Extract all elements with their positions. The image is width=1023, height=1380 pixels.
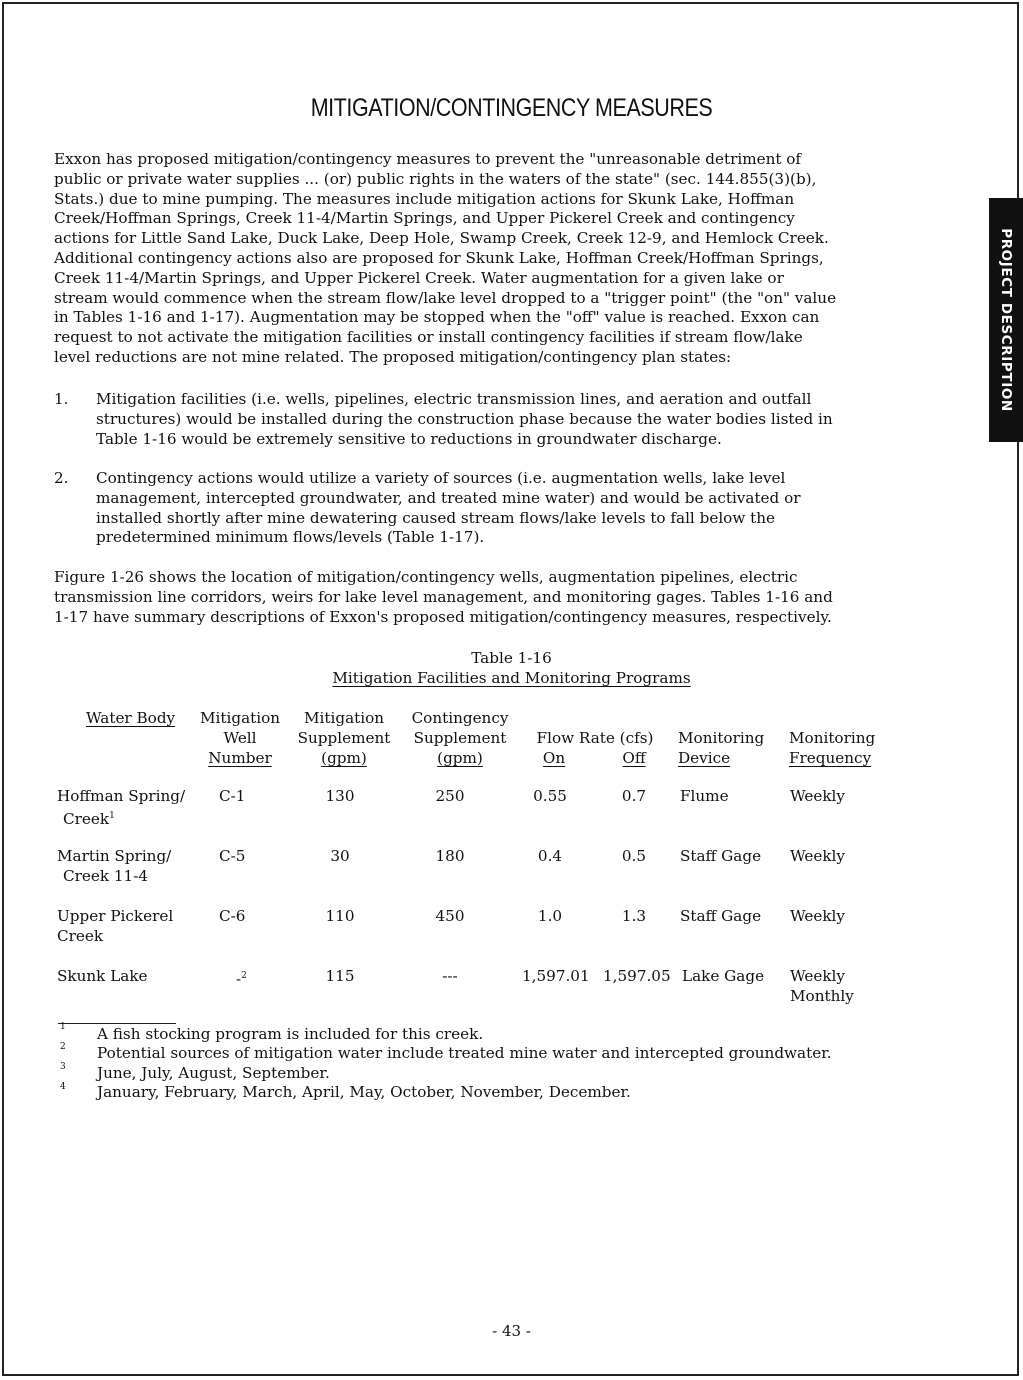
- cell-off: 1,597.05: [603, 967, 671, 985]
- cell-device: Staff Gage: [680, 907, 762, 925]
- cell-mitigation: 130: [325, 787, 355, 805]
- text-line: transmission line corridors, weirs for lake level management, and monitoring gages. Tables 1-16 and: [54, 587, 833, 606]
- table-title: [0, 668, 1023, 688]
- footnote-mark: 4: [60, 1082, 66, 1092]
- text-line: stream would commence when the stream flow/lake level dropped to a "trigger point" (the "on" value: [54, 288, 837, 307]
- header-monitoring-frequency: Monitoring Frequency: [789, 729, 876, 767]
- footnote-ref: 2: [241, 971, 247, 981]
- page-number: - 43 -: [492, 1322, 531, 1340]
- text-line: 1-17 have summary descriptions of Exxon's proposed mitigation/contingency measures, respectively.: [54, 607, 832, 626]
- cell-water-body: Skunk Lake: [57, 967, 148, 985]
- text-line: Additional contingency actions also are proposed for Skunk Lake, Hoffman Creek/Hoffman Springs,: [54, 248, 824, 267]
- footnote-text: Potential sources of mitigation water include treated mine water and intercepted groundwater.: [97, 1044, 832, 1062]
- footnote-ref: 1: [109, 811, 115, 821]
- cell-contingency: ---: [442, 967, 458, 985]
- cell-frequency: Weekly Monthly: [790, 967, 854, 1005]
- cell-on: 1.0: [537, 907, 563, 925]
- cell-on: 1,597.01: [522, 967, 590, 985]
- text-line: request to not activate the mitigation facilities or install contingency facilities if stream flow/lake: [54, 328, 803, 347]
- cell-water-body: Martin Spring/ Creek 11-4: [57, 847, 172, 885]
- header-off: Off: [622, 749, 646, 767]
- header-contingency-supplement: Contingency Supplement (gpm): [411, 709, 509, 767]
- footnote-mark: 2: [60, 1042, 66, 1052]
- text-line: installed shortly after mine dewatering caused stream flows/lake levels to fall below the: [96, 508, 776, 527]
- text-line: in Tables 1-16 and 1-17). Augmentation may be stopped when the "off" value is reached. Exxon can: [54, 308, 820, 327]
- header-flow-rate: Flow Rate (cfs): [536, 729, 654, 747]
- cell-mitigation: 115: [325, 967, 355, 985]
- list-text: [96, 390, 911, 449]
- section-tab: [989, 198, 1023, 442]
- header-well-number: Mitigation Well Number: [199, 709, 281, 767]
- cell-on: 0.55: [533, 787, 567, 805]
- text-line: level reductions are not mine related. The proposed mitigation/contingency plan states:: [54, 347, 732, 366]
- cell-off: 0.5: [621, 847, 647, 865]
- cell-well: -$^2$: [236, 970, 247, 989]
- text-line: structures) would be installed during the construction phase because the water bodies listed in: [96, 409, 833, 428]
- text-line: Creek 11-4/Martin Springs, and Upper Pickerel Creek. Water augmentation for a given lake or: [54, 268, 784, 287]
- text-line: Table 1-16 would be extremely sensitive to reductions in groundwater discharge.: [96, 429, 722, 448]
- cell-contingency: 180: [435, 847, 465, 865]
- cell-contingency: 450: [435, 907, 465, 925]
- header-on: On: [542, 749, 566, 767]
- list-number: 1.: [54, 390, 69, 408]
- cell-off: 1.3: [621, 907, 647, 925]
- footnote-text: June, July, August, September.: [97, 1064, 330, 1082]
- text-line: Stats.) due to mine pumping. The measures include mitigation actions for Skunk Lake, Hoffman: [54, 189, 795, 208]
- list-text: [96, 469, 911, 548]
- cell-off: 0.7: [621, 787, 647, 805]
- cell-mitigation: 110: [325, 907, 355, 925]
- cell-well: C-1: [219, 787, 246, 805]
- cell-device: Lake Gage: [682, 967, 765, 985]
- table-title-text: Mitigation Facilities and Monitoring Programs: [332, 669, 691, 687]
- text-line: Creek/Hoffman Springs, Creek 11-4/Martin Springs, and Upper Pickerel Creek and contingency: [54, 209, 795, 228]
- figure-paragraph: [54, 568, 934, 627]
- text-line: Contingency actions would utilize a variety of sources (i.e. augmentation wells, lake level: [96, 469, 786, 487]
- header-water-body: Water Body: [86, 709, 176, 727]
- cell-frequency: Weekly: [790, 787, 845, 805]
- header-monitoring-device: Monitoring Device: [678, 729, 765, 767]
- footnote-text: January, February, March, April, May, October, November, December.: [97, 1083, 631, 1101]
- cell-mitigation: 30: [330, 847, 350, 865]
- cell-frequency: Weekly: [790, 907, 845, 925]
- text-line: Figure 1-26 shows the location of mitigation/contingency wells, augmentation pipelines, electric: [54, 568, 798, 586]
- text-line: predetermined minimum flows/levels (Table 1-17).: [96, 528, 485, 547]
- section-tab-label: PROJECT DESCRIPTION: [998, 228, 1015, 412]
- page-title: MITIGATION/CONTINGENCY MEASURES: [310, 94, 713, 122]
- cell-device: Staff Gage: [680, 847, 762, 865]
- cell-on: 0.4: [537, 847, 563, 865]
- text-line: Mitigation facilities (i.e. wells, pipelines, electric transmission lines, and aeration and outfall: [96, 390, 812, 408]
- footnote-mark: 3: [60, 1062, 66, 1072]
- cell-water-body: Upper Pickerel Creek: [57, 907, 174, 945]
- cell-device: Flume: [680, 787, 729, 805]
- list-number: 2.: [54, 469, 69, 487]
- text-line: public or private water supplies ... (or) public rights in the waters of the state" (sec. 144.855(3)(b),: [54, 169, 817, 188]
- cell-well: C-5: [219, 847, 246, 865]
- cell-contingency: 250: [435, 787, 465, 805]
- text-line: management, intercepted groundwater, and treated mine water) and would be activated or: [96, 488, 801, 507]
- header-mitigation-supplement: Mitigation Supplement (gpm): [297, 709, 391, 767]
- intro-paragraph: [54, 150, 934, 368]
- footnote-mark: 1: [60, 1022, 66, 1032]
- text-line: actions for Little Sand Lake, Duck Lake, Deep Hole, Swamp Creek, Creek 12-9, and Hemlock Creek.: [54, 229, 829, 248]
- table-number: Table 1-16: [471, 649, 552, 667]
- cell-water-body: Hoffman Spring/ Creek$^1$: [57, 787, 186, 829]
- cell-frequency: Weekly: [790, 847, 845, 865]
- footnote-text: A fish stocking program is included for this creek.: [97, 1025, 484, 1043]
- cell-well: C-6: [219, 907, 246, 925]
- text-line: Exxon has proposed mitigation/contingency measures to prevent the "unreasonable detriment of: [54, 150, 802, 168]
